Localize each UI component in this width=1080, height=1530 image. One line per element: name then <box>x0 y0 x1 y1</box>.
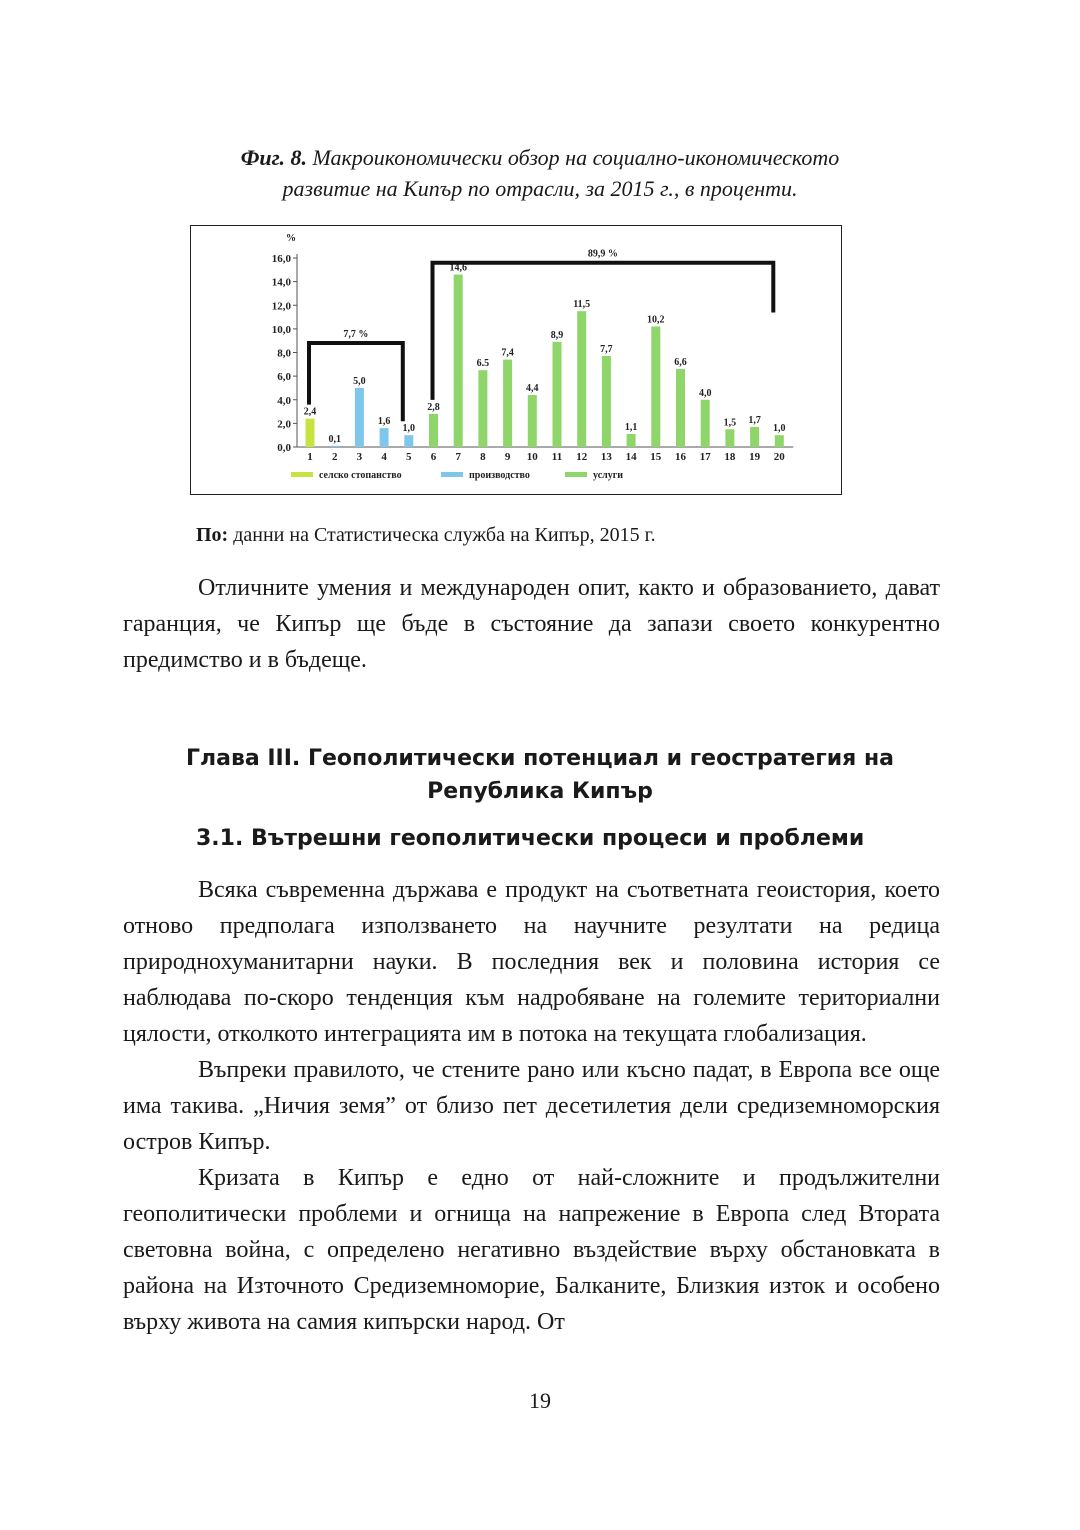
bar-7 <box>454 275 463 447</box>
x-tick-label: 6 <box>430 451 437 463</box>
y-tick-label: 14,0 <box>271 276 291 289</box>
bar-value-label: 7,4 <box>501 347 514 359</box>
x-tick-label: 17 <box>699 451 711 463</box>
bar-value-label: 4,0 <box>698 387 712 399</box>
legend-label-2: производство <box>469 470 530 481</box>
section-heading: 3.1. Вътрешни геополитически процеси и проблеми <box>196 826 865 851</box>
bar-9 <box>503 360 512 447</box>
legend-swatch-1 <box>291 472 313 477</box>
bar-10 <box>528 395 537 447</box>
figure-source <box>196 524 656 547</box>
x-tick-label: 16 <box>675 451 686 463</box>
bar-value-label: 1,0 <box>402 423 416 435</box>
bar-value-label: 5,0 <box>353 375 366 387</box>
x-tick-label: 9 <box>504 451 511 463</box>
caption-line-2: развитие на Кипър по отрасли, за 2015 г., в проценти. <box>282 176 798 201</box>
bar-11 <box>553 342 562 447</box>
legend-swatch-3 <box>565 472 587 477</box>
bar-3 <box>355 388 364 447</box>
chapter-heading-line-2: Република Кипър <box>427 779 653 804</box>
bar-chart <box>190 225 842 495</box>
bar-value-label: 0,1 <box>328 433 341 445</box>
y-tick-label: 6,0 <box>277 371 291 384</box>
bar-value-label: 11,5 <box>573 299 591 311</box>
paragraph-1 <box>123 570 940 678</box>
bracket-label-2: 89,9 % <box>587 248 618 260</box>
bar-value-label: 8,9 <box>550 329 564 341</box>
y-tick-label: 4,0 <box>277 394 291 407</box>
x-tick-label: 5 <box>406 451 412 463</box>
bar-value-label: 4,4 <box>526 383 539 395</box>
chapter-heading <box>120 742 960 808</box>
legend-label-1: селско стопанство <box>319 470 402 481</box>
bar-15 <box>651 327 660 447</box>
paragraph-3: Въпреки правилото, че стените рано или късно падат, в Европа все още има такива. „Ничия земя” от близо пет десетилетия дели средиземноморския остров Кипър. <box>123 1057 940 1155</box>
x-tick-label: 14 <box>625 451 637 463</box>
bar-value-label: 10,2 <box>647 314 665 326</box>
x-tick-label: 19 <box>749 451 761 463</box>
x-tick-label: 8 <box>480 451 486 463</box>
bar-value-label: 1,1 <box>624 422 638 434</box>
bar-value-label: 7,7 <box>600 344 613 356</box>
x-tick-label: 20 <box>773 451 785 463</box>
bar-13 <box>602 356 611 447</box>
bar-14 <box>627 434 636 447</box>
figure-caption <box>120 142 960 204</box>
bar-value-label: 2,8 <box>427 401 440 413</box>
bar-chart-svg <box>191 226 843 496</box>
bar-6 <box>429 414 438 447</box>
bar-value-label: 1,5 <box>723 417 737 429</box>
body-text <box>123 872 940 1340</box>
bar-1 <box>306 419 315 447</box>
x-tick-label: 3 <box>356 451 363 463</box>
y-tick-label: 16,0 <box>271 253 291 265</box>
x-tick-label: 12 <box>576 451 588 463</box>
bar-value-label: 1,0 <box>773 423 786 435</box>
x-tick-label: 11 <box>551 451 563 463</box>
source-label: По: <box>196 524 229 546</box>
bar-2 <box>330 446 339 447</box>
y-tick-label: 10,0 <box>271 323 291 336</box>
bar-18 <box>725 429 734 447</box>
y-tick-label: 2,0 <box>277 418 291 431</box>
x-tick-label: 15 <box>650 451 662 463</box>
x-tick-label: 18 <box>724 451 736 463</box>
source-text: данни на Статистическа служба на Кипър, 2015 г. <box>228 524 656 546</box>
bar-value-label: 6.5 <box>476 358 490 370</box>
y-tick-label: 8,0 <box>277 347 291 360</box>
chapter-heading-line-1: Глава III. Геополитически потенциал и геостратегия на <box>185 746 895 771</box>
x-tick-label: 1 <box>307 451 313 463</box>
x-tick-label: 10 <box>526 451 538 463</box>
paragraph-4: Кризата в Кипър е едно от най-сложните и продължителни геополитически проблеми и огнища на напрежение в Европа след Втората световна война, с определено негативно въздействие върху обстановката в района на Източното Средиземноморие, Балканите, Близкия изток и особено върху живота на самия кипърски народ. От <box>123 1165 940 1335</box>
x-tick-label: 7 <box>455 451 461 463</box>
bar-19 <box>750 427 759 447</box>
legend-label-3: услуги <box>593 470 624 481</box>
x-tick-label: 4 <box>381 451 387 463</box>
page-number: 19 <box>529 1388 551 1413</box>
bar-value-label: 14,6 <box>449 262 467 274</box>
bar-value-label: 1,6 <box>377 416 391 428</box>
bar-value-label: 1,7 <box>748 414 761 426</box>
y-axis-unit: % <box>286 233 296 244</box>
paragraph-2: Всяка съвременна държава е продукт на съответната геоистория, което отново предполага използването на научните резултати на редица природнохуманитарни науки. В последния век и половина история се наблюдава по-скоро тенденция към надробяване на големите териториални цялости, отколкото интеграцията им в потока на текущата глобализация. <box>123 877 940 1047</box>
figure-number: Фиг. 8. <box>240 145 307 170</box>
bar-4 <box>380 428 389 447</box>
caption-line-1: Макроикономически обзор на социално-икономическото <box>312 145 840 170</box>
paragraph-1-text: Отличните умения и международен опит, както и образованието, дават гаранция, че Кипър ще бъде в състояние да запази своето конкурентно предимство и в бъдеще. <box>123 575 940 673</box>
bar-5 <box>404 435 413 447</box>
bar-17 <box>701 400 710 447</box>
bar-value-label: 6,6 <box>674 357 687 369</box>
y-tick-label: 0,0 <box>277 442 291 454</box>
legend-swatch-2 <box>441 472 463 477</box>
bar-12 <box>577 311 586 447</box>
bar-16 <box>676 369 685 447</box>
bracket-label-1: 7,7 % <box>343 329 369 341</box>
x-tick-label: 13 <box>600 451 612 463</box>
bar-8 <box>478 370 487 447</box>
y-tick-label: 12,0 <box>271 300 291 313</box>
bar-value-label: 2,4 <box>303 406 317 418</box>
x-tick-label: 2 <box>331 451 338 463</box>
bar-20 <box>775 435 784 447</box>
